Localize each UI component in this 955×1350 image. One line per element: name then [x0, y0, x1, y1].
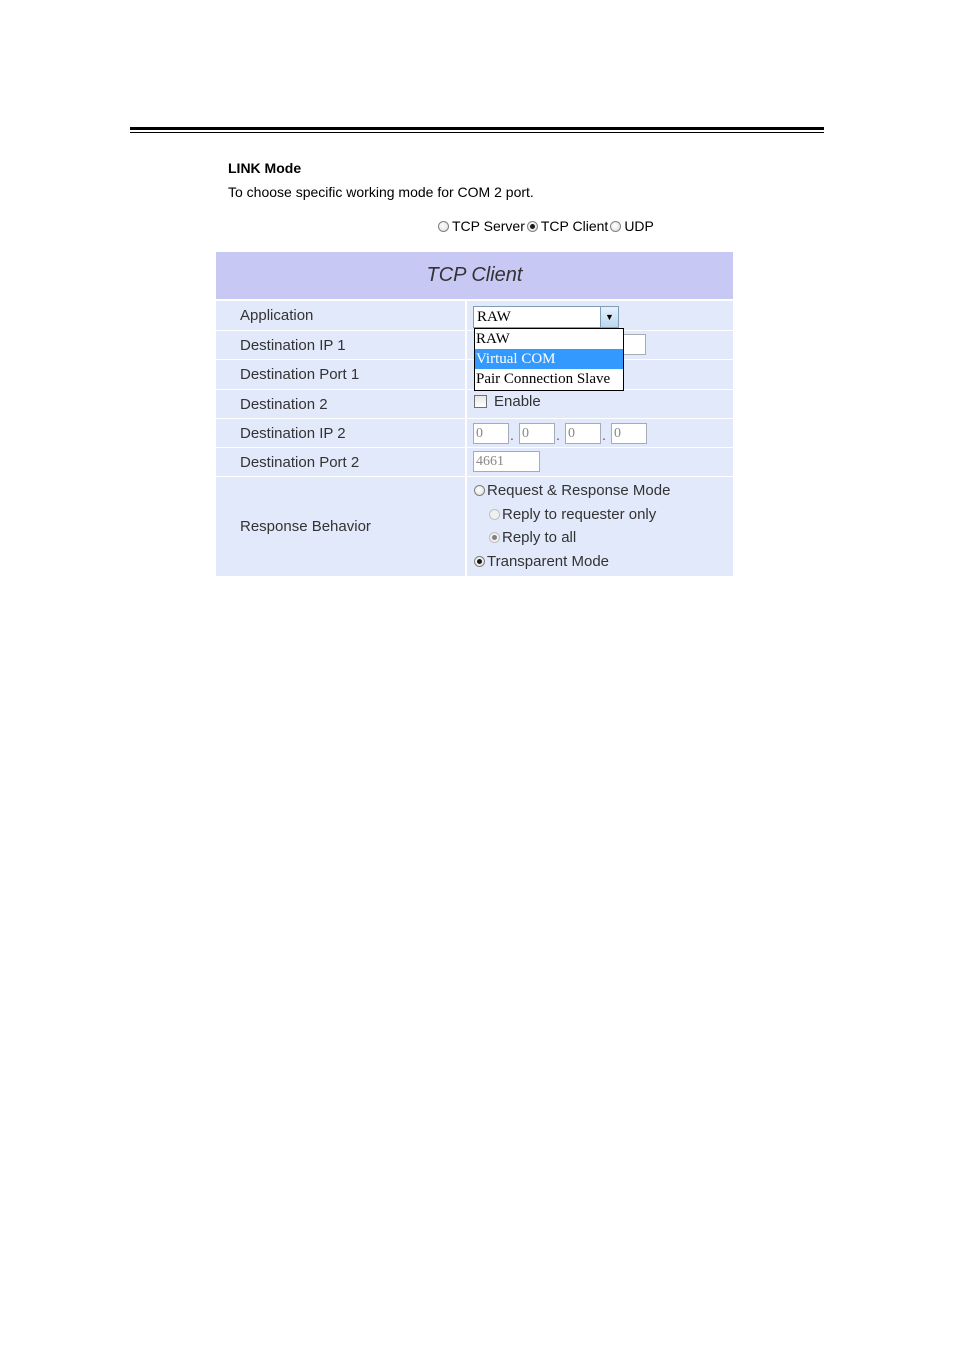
page-header-rule-thick [130, 127, 824, 130]
tcp-client-label: TCP Client [540, 218, 609, 234]
destination2-enable-label: Enable [494, 393, 541, 410]
dropdown-option-virtual-com[interactable]: Virtual COM [475, 349, 623, 369]
destination-ip1-label: Destination IP 1 [216, 331, 465, 359]
tcp-server-label: TCP Server [452, 218, 525, 234]
dropdown-option-raw[interactable]: RAW [476, 331, 510, 347]
destination-ip2-label: Destination IP 2 [216, 419, 465, 447]
link-mode-description: To choose specific working mode for COM 2 port. [228, 184, 534, 200]
destination-ip1-octet-4[interactable] [622, 334, 646, 355]
transparent-mode-label: Transparent Mode [487, 553, 610, 570]
application-cell [467, 301, 733, 330]
application-label: Application [216, 301, 465, 330]
application-select[interactable] [473, 306, 619, 328]
page-header-rule-thin [130, 132, 824, 133]
row-destination-ip2 [216, 419, 733, 447]
dropdown-option-pair-connection-slave[interactable]: Pair Connection Slave [476, 371, 611, 387]
row-destination-port2 [216, 448, 733, 476]
ip-separator: . [510, 427, 514, 443]
destination-ip2-octet-2[interactable]: 0 [519, 423, 555, 444]
row-application [216, 301, 733, 330]
destination-ip2-octet-1[interactable]: 0 [473, 423, 509, 444]
transparent-mode-option[interactable] [474, 553, 609, 570]
destination-port2-input[interactable]: 4661 [473, 451, 540, 472]
mode-option-udp[interactable] [610, 218, 654, 234]
reply-all-label: Reply to all [502, 529, 577, 546]
destination-port2-label: Destination Port 2 [216, 448, 465, 476]
destination-ip2-octet-3[interactable]: 0 [565, 423, 601, 444]
destination-port2-cell [467, 448, 733, 476]
destination-port1-label: Destination Port 1 [216, 360, 465, 389]
response-behavior-label: Response Behavior [216, 477, 465, 576]
request-response-radio[interactable] [474, 485, 485, 496]
application-select-value: RAW [477, 309, 511, 325]
reply-all-option[interactable] [489, 529, 576, 546]
destination2-enable-checkbox[interactable] [474, 395, 487, 408]
udp-radio[interactable] [610, 221, 621, 232]
udp-label: UDP [624, 218, 654, 234]
link-mode-options [438, 218, 654, 234]
ip-separator: . [556, 427, 560, 443]
tcp-client-radio[interactable] [527, 221, 538, 232]
destination-ip2-octet-4[interactable]: 0 [611, 423, 647, 444]
application-dropdown-list [474, 328, 624, 391]
mode-option-tcp-client[interactable] [527, 218, 608, 234]
panel-title: TCP Client [216, 252, 733, 299]
reply-all-radio[interactable] [489, 532, 500, 543]
reply-requester-radio[interactable] [489, 509, 500, 520]
request-response-label: Request & Response Mode [487, 482, 671, 499]
destination-ip2-cell [467, 419, 733, 447]
request-response-option[interactable] [474, 482, 670, 499]
tcp-client-panel [216, 252, 733, 576]
tcp-server-radio[interactable] [438, 221, 449, 232]
reply-requester-option[interactable] [489, 506, 656, 523]
ip-separator: . [602, 427, 606, 443]
link-mode-title: LINK Mode [228, 160, 302, 176]
destination2-label: Destination 2 [216, 390, 465, 418]
mode-option-tcp-server[interactable] [438, 218, 525, 234]
transparent-mode-radio[interactable] [474, 556, 485, 567]
reply-requester-label: Reply to requester only [502, 506, 657, 523]
chevron-down-icon[interactable]: ▼ [600, 307, 618, 327]
